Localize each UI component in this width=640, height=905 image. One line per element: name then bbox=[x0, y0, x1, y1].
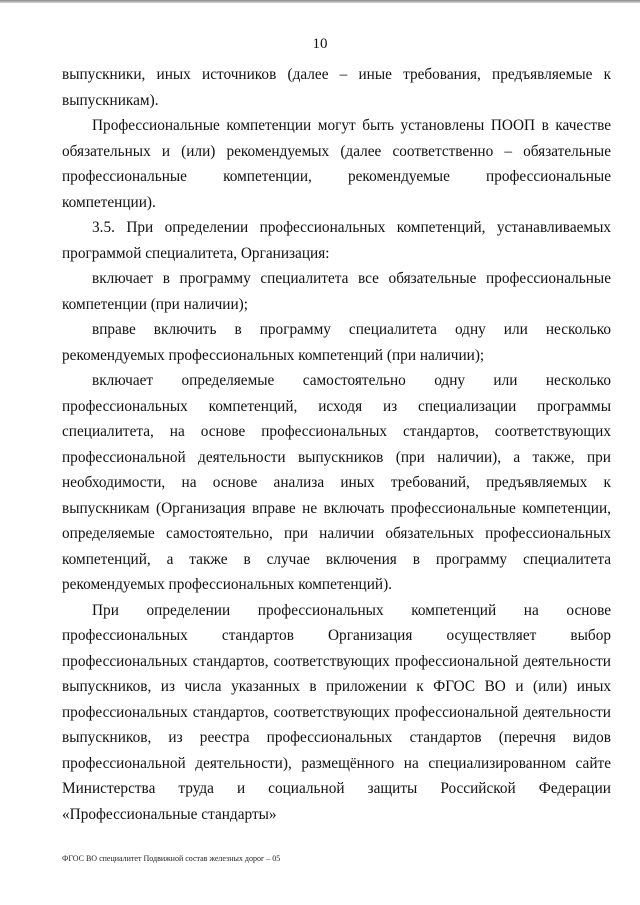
paragraph-3-5: 3.5. При определении профессиональных компетенций, устанавливаемых программой специалитета, Организация: bbox=[62, 219, 611, 262]
paragraph-may-include-recommended: вправе включить в программу специалитета одну или несколько рекомендуемых профессиональных компетенций (при наличии); bbox=[62, 321, 611, 364]
paragraph-includes-mandatory: включает в программу специалитета все обязательные профессиональные компетенции (при наличии); bbox=[62, 270, 611, 313]
document-body bbox=[62, 62, 611, 827]
paragraph-professional-standards: При определении профессиональных компетенций на основе профессиональных стандартов Организация осуществляет выбор профессиональных стандартов, соответствующих профессиональной деятельности выпускников, из числа указанных в приложении к ФГОС ВО и (или) иных профессиональных стандартов, соответствующих профессиональной деятельности выпускников, из реестра профессиональных стандартов (перечня видов профессиональной деятельности), размещённого на специализированном сайте Министерства труда и социальной защиты Российской Федерации «Профессиональные стандарты» bbox=[62, 601, 611, 823]
page-number: 10 bbox=[312, 36, 328, 52]
paragraph-includes-self-defined: включает определяемые самостоятельно одну или несколько профессиональных компетенций, исходя из специализации программы специалитета, на основе профессиональных стандартов, соответствующих профессиональной деятельности выпускников (при наличии), а также, при необходимости, на основе анализа иных требований, предъявляемых к выпускникам (Организация вправе не включать профессиональные компетенции, определяемые самостоятельно, при наличии обязательных профессиональных компетенций, а также в случае включения в программу специалитета рекомендуемых профессиональных компетенций). bbox=[62, 372, 611, 593]
paragraph-continuation: выпускники, иных источников (далее – иные требования, предъявляемые к выпускникам). bbox=[62, 66, 611, 109]
page-footer: ФГОС ВО специалитет Подвижной состав железных дорог – 05 bbox=[62, 854, 281, 863]
page-top-edge bbox=[0, 0, 640, 3]
paragraph-competencies-established: Профессиональные компетенции могут быть установлены ПООП в качестве обязательных и (или) рекомендуемых (далее соответственно – обязательные профессиональные компетенции, рекомендуемые профессиональные компетенции). bbox=[62, 117, 611, 211]
